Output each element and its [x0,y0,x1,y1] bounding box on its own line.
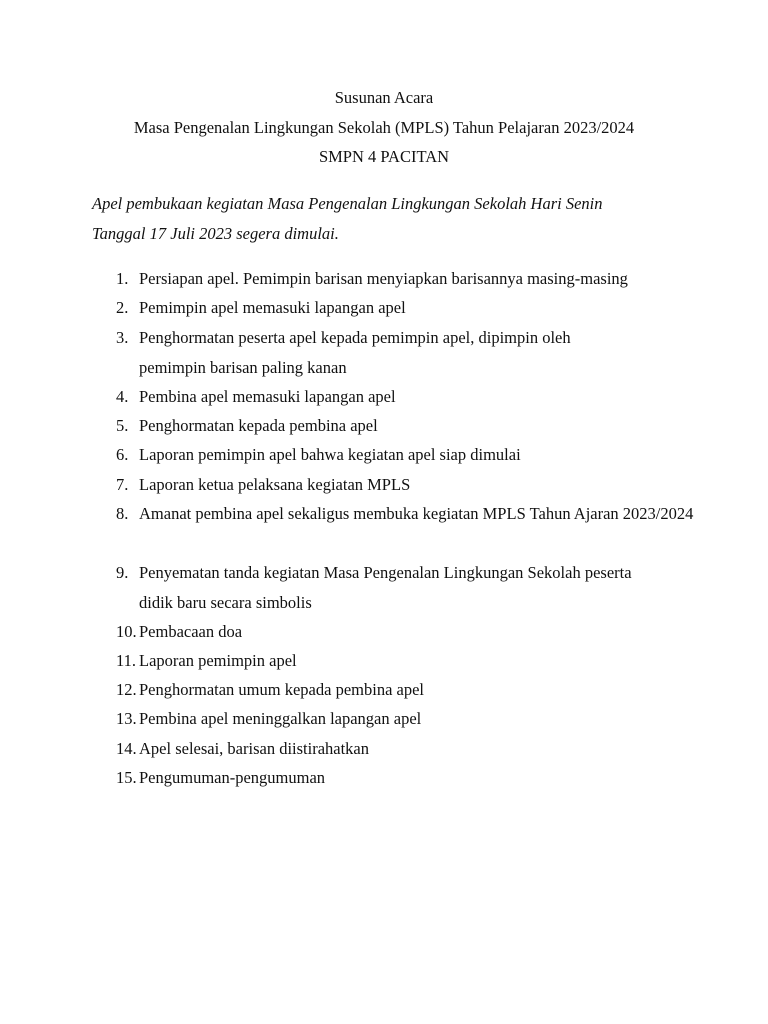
list-item-number: 14. [116,739,137,758]
list-item-number: 1. [116,269,129,288]
list-item-text: Laporan pemimpin apel [139,651,297,670]
list-item-text: Persiapan apel. Pemimpin barisan menyiapkan barisannya masing-masing [139,269,628,288]
list-item-text: Pembina apel memasuki lapangan apel [139,387,396,406]
list-item-number: 11. [116,651,137,670]
list-item-number: 5. [116,416,129,435]
list-item-number: 4. [116,387,129,406]
intro-line-2: Tanggal 17 Juli 2023 segera dimulai. [92,224,339,243]
list-item-number: 9. [116,563,129,582]
list-item-text: Apel selesai, barisan diistirahatkan [139,739,370,758]
list-item-number: 6. [116,445,129,464]
list-item-number: 7. [116,475,129,494]
list-item-text: Penghormatan kepada pembina apel [139,416,378,435]
list-item-text: Pembacaan doa [139,622,243,641]
list-item-text: Penyematan tanda kegiatan Masa Pengenalan Lingkungan Sekolah peserta didik baru secara simbolis [139,563,632,612]
list-item-number: 10. [116,622,137,641]
list-item-text: Laporan pemimpin apel bahwa kegiatan apel siap dimulai [139,445,521,464]
list-item-text: Penghormatan umum kepada pembina apel [139,680,424,699]
list-item-number: 8. [116,504,129,523]
list-item-text: Pembina apel meninggalkan lapangan apel [139,709,422,728]
list-item-text: Amanat pembina apel sekaligus membuka kegiatan MPLS Tahun Ajaran 2023/2024 [139,504,694,523]
list-item-text: Pemimpin apel memasuki lapangan apel [139,298,406,317]
document-subtitle: Masa Pengenalan Lingkungan Sekolah (MPLS) Tahun Pelajaran 2023/2024 [133,118,635,137]
list-item-text: Laporan ketua pelaksana kegiatan MPLS [139,475,411,494]
list-item-number: 15. [116,768,137,787]
list-item-number: 3. [116,328,129,347]
list-item-number: 2. [116,298,129,317]
list-item-text: Pengumuman-pengumuman [139,768,326,787]
list-item-text: Penghormatan peserta apel kepada pemimpin apel, dipimpin oleh pemimpin barisan paling kanan [139,328,571,377]
document-title: Susunan Acara [334,88,434,107]
intro-line-1: Apel pembukaan kegiatan Masa Pengenalan Lingkungan Sekolah Hari Senin [92,194,603,213]
school-name: SMPN 4 PACITAN [318,147,450,166]
list-item-number: 13. [116,709,137,728]
list-item-number: 12. [116,680,137,699]
